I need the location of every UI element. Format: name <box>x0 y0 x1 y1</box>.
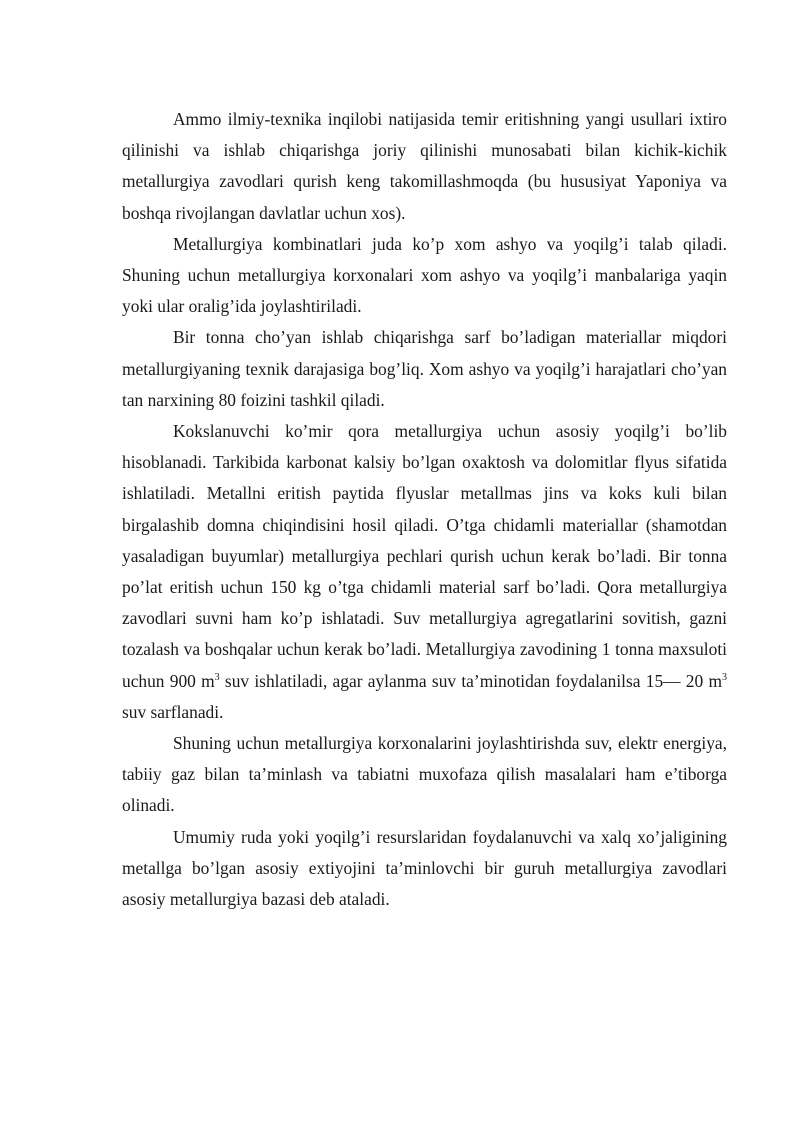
cubic-superscript-1: 3 <box>214 671 220 683</box>
paragraph-3: Bir tonna cho’yan ishlab chiqarishga sarf bo’ladigan materiallar miqdori metallurgiyaning texnik darajasiga bog’liq. Xom ashyo va yoqilg’i harajatlari cho’yan tan narxining 80 foizini tashkil qiladi. <box>122 327 727 410</box>
paragraph-4-part-2: suv ishlatiladi, agar aylanma suv ta’minotidan foydalanilsa 15— 20 m <box>219 670 722 691</box>
paragraph-4-part-3: suv sarflanadi. <box>122 701 224 722</box>
paragraph-1: Ammo ilmiy-texnika inqilobi natijasida temir eritishning yangi usullari ixtiro qilinishi va ishlab chiqarishga joriy qilinishi munosabati bilan kichik-kichik metallurgiya zavodlari qurish keng takomillashmoqda (bu hususiyat Yaponiya va boshqa rivojlangan davlatlar uchun xos). <box>122 109 727 223</box>
paragraph-5: Shuning uchun metallurgiya korxonalarini joylashtirishda suv, elektr energiya, tabiiy gaz bilan ta’minlash va tabiatni muxofaza qilish masalalari ham e’tiborga olinadi. <box>122 733 727 816</box>
document-page <box>122 104 727 915</box>
paragraph-2: Metallurgiya kombinatlari juda ko’p xom ashyo va yoqilg’i talab qiladi. Shuning uchun metallurgiya korxonalari xom ashyo va yoqilg’i manbalariga yaqin yoki ular oralig’ida joylashtiriladi. <box>122 233 727 317</box>
paragraph-4-part-1: Kokslanuvchi ko’mir qora metallurgiya uchun asosiy yoqilg’i bo’lib hisoblanadi. Tarkibida karbonat kalsiy bo’lgan oxaktosh va dolomitlar flyus sifatida ishlatiladi. Metallni eritish paytida flyuslar metallmas jins va koks kuli bilan birgalashib domna chiqindisini hosil qiladi. O’tga chidamli materiallar (shamotdan yasaladigan buyumlar) metallurgiya pechlari qurish uchun kerak bo’ladi. Bir tonna po’lat eritish uchun 150 kg o’tga chidamli material sarf bo’ladi. Qora metallurgiya zavodlari suvni ham ko’p ishlatadi. Suv metallurgiya agregatlarini sovitish, gazni tozalash va boshqalar uchun kerak bo’ladi. Metallurgiya zavodining 1 tonna maxsuloti uchun 900 m <box>122 421 727 691</box>
paragraph-4 <box>122 416 727 728</box>
paragraph-6: Umumiy ruda yoki yoqilg’i resurslaridan foydalanuvchi va xalq xo’jaligining metallga bo’lgan asosiy extiyojini ta’minlovchi bir guruh metallurgiya zavodlari asosiy metallurgiya bazasi deb ataladi. <box>122 826 727 910</box>
cubic-superscript-2: 3 <box>722 671 727 683</box>
